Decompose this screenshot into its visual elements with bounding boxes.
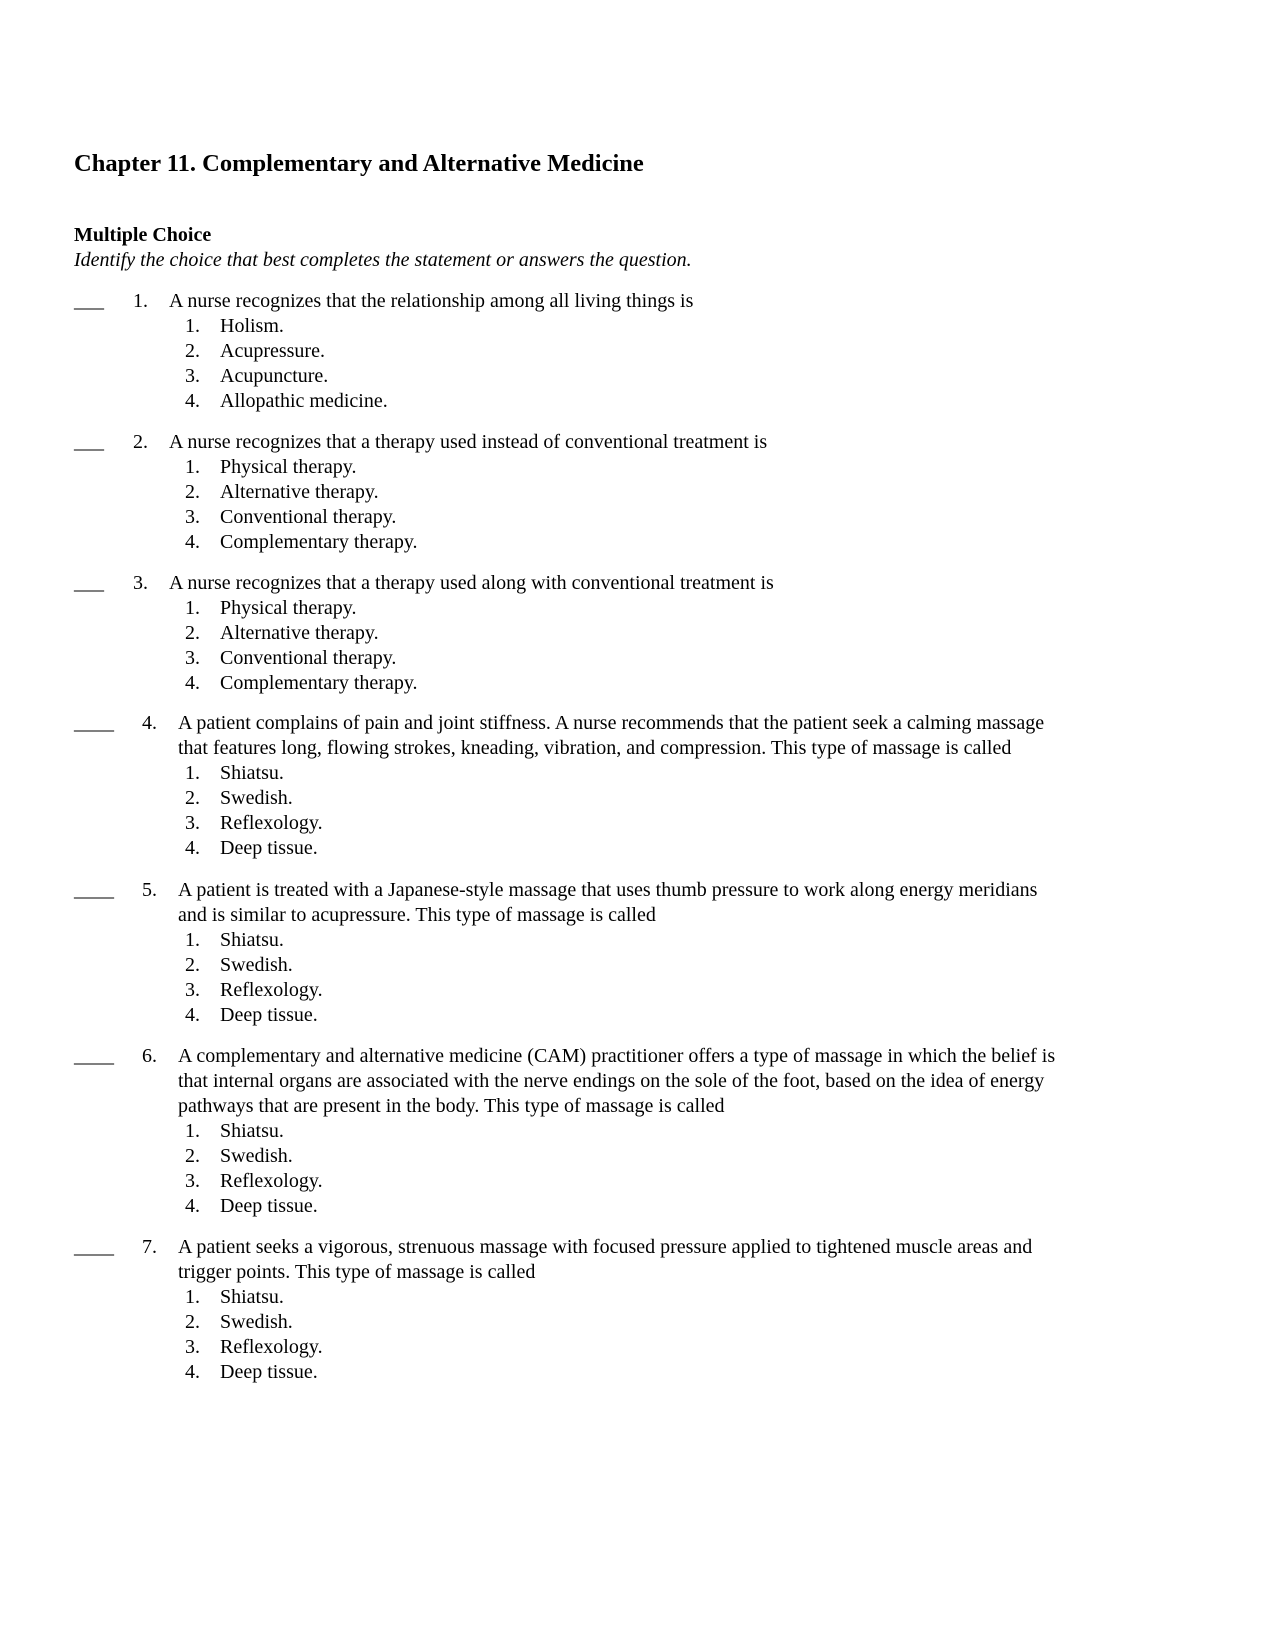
question-number: 1.: [133, 290, 148, 312]
question-stem-line: that internal organs are associated with the nerve endings on the sole of the foot, based on the idea of energy: [178, 1070, 1045, 1092]
answer-option[interactable]: [0, 480, 1275, 505]
answer-blank[interactable]: ____: [74, 712, 114, 734]
page-title: Chapter 11. Complementary and Alternative Medicine: [74, 150, 644, 177]
answer-option[interactable]: [0, 671, 1275, 696]
option-text: Reflexology.: [220, 1170, 323, 1192]
option-text: Swedish.: [220, 1311, 293, 1333]
option-number: 3.: [185, 506, 200, 528]
answer-option[interactable]: [0, 505, 1275, 530]
option-number: 1.: [185, 929, 200, 951]
option-number: 3.: [185, 1170, 200, 1192]
question-stem-line: that features long, flowing strokes, kneading, vibration, and compression. This type of massage is called: [178, 737, 1012, 759]
option-number: 3.: [185, 1336, 200, 1358]
question-stem-line: A nurse recognizes that the relationship among all living things is: [169, 290, 694, 312]
answer-option[interactable]: [0, 596, 1275, 621]
question-stem-line: A patient complains of pain and joint stiffness. A nurse recommends that the patient seek a calming massage: [178, 712, 1045, 734]
question-stem-line: pathways that are present in the body. This type of massage is called: [178, 1095, 725, 1117]
option-text: Alternative therapy.: [220, 622, 379, 644]
answer-blank[interactable]: ____: [74, 879, 114, 901]
option-number: 3.: [185, 979, 200, 1001]
question-number: 6.: [142, 1045, 157, 1067]
question-stem: [169, 430, 1169, 455]
answer-options: [0, 761, 1275, 861]
question-number: 3.: [133, 572, 148, 594]
answer-option[interactable]: [0, 389, 1275, 414]
option-text: Alternative therapy.: [220, 481, 379, 503]
question-stem-line: and is similar to acupressure. This type of massage is called: [178, 904, 656, 926]
option-number: 2.: [185, 787, 200, 809]
answer-option[interactable]: [0, 314, 1275, 339]
question-stem-line: A patient seeks a vigorous, strenuous massage with focused pressure applied to tightened muscle areas and: [178, 1236, 1033, 1258]
option-text: Physical therapy.: [220, 597, 357, 619]
answer-option[interactable]: [0, 455, 1275, 480]
answer-blank[interactable]: ____: [74, 1045, 114, 1067]
option-text: Acupuncture.: [220, 365, 329, 387]
option-number: 4.: [185, 1195, 200, 1217]
option-text: Conventional therapy.: [220, 647, 397, 669]
option-number: 1.: [185, 315, 200, 337]
answer-option[interactable]: [0, 978, 1275, 1003]
answer-blank[interactable]: ___: [74, 572, 104, 594]
question-stem-line: trigger points. This type of massage is called: [178, 1261, 536, 1283]
option-text: Swedish.: [220, 1145, 293, 1167]
option-number: 1.: [185, 456, 200, 478]
answer-option[interactable]: [0, 1310, 1275, 1335]
question-number: 7.: [142, 1236, 157, 1258]
option-number: 2.: [185, 340, 200, 362]
option-text: Deep tissue.: [220, 1195, 318, 1217]
question-stem: [178, 878, 1178, 928]
option-number: 4.: [185, 1361, 200, 1383]
option-number: 2.: [185, 1311, 200, 1333]
option-number: 2.: [185, 954, 200, 976]
option-number: 3.: [185, 647, 200, 669]
option-text: Reflexology.: [220, 1336, 323, 1358]
question-number: 5.: [142, 879, 157, 901]
option-text: Swedish.: [220, 954, 293, 976]
answer-option[interactable]: [0, 1119, 1275, 1144]
question-stem-line: A nurse recognizes that a therapy used along with conventional treatment is: [169, 572, 774, 594]
answer-blank[interactable]: ___: [74, 290, 104, 312]
question-stem: [178, 1235, 1178, 1285]
answer-options: [0, 314, 1275, 414]
option-text: Complementary therapy.: [220, 531, 418, 553]
option-text: Acupressure.: [220, 340, 325, 362]
instructions: Identify the choice that best completes the statement or answers the question.: [74, 249, 692, 271]
answer-option[interactable]: [0, 621, 1275, 646]
option-number: 1.: [185, 1120, 200, 1142]
answer-options: [0, 455, 1275, 555]
question-stem: [178, 1044, 1178, 1119]
answer-options: [0, 1285, 1275, 1385]
answer-option[interactable]: [0, 1194, 1275, 1219]
answer-option[interactable]: [0, 1003, 1275, 1028]
option-text: Deep tissue.: [220, 837, 318, 859]
answer-blank[interactable]: ____: [74, 1236, 114, 1258]
answer-option[interactable]: [0, 836, 1275, 861]
question-number: 4.: [142, 712, 157, 734]
question-stem-line: A nurse recognizes that a therapy used instead of conventional treatment is: [169, 431, 768, 453]
option-number: 4.: [185, 390, 200, 412]
option-text: Deep tissue.: [220, 1004, 318, 1026]
option-text: Deep tissue.: [220, 1361, 318, 1383]
option-number: 1.: [185, 597, 200, 619]
option-text: Physical therapy.: [220, 456, 357, 478]
answer-option[interactable]: [0, 530, 1275, 555]
option-number: 1.: [185, 1286, 200, 1308]
answer-blank[interactable]: ___: [74, 431, 104, 453]
answer-options: [0, 928, 1275, 1028]
answer-option[interactable]: [0, 1169, 1275, 1194]
answer-option[interactable]: [0, 1285, 1275, 1310]
answer-options: [0, 1119, 1275, 1219]
option-text: Shiatsu.: [220, 1120, 284, 1142]
option-text: Reflexology.: [220, 812, 323, 834]
question-number: 2.: [133, 431, 148, 453]
answer-option[interactable]: [0, 1360, 1275, 1385]
question-stem: [178, 711, 1178, 761]
answer-option[interactable]: [0, 811, 1275, 836]
answer-options: [0, 596, 1275, 696]
option-number: 4.: [185, 837, 200, 859]
option-text: Holism.: [220, 315, 284, 337]
option-number: 3.: [185, 365, 200, 387]
option-text: Swedish.: [220, 787, 293, 809]
answer-option[interactable]: [0, 761, 1275, 786]
option-text: Reflexology.: [220, 979, 323, 1001]
answer-option[interactable]: [0, 953, 1275, 978]
option-number: 3.: [185, 812, 200, 834]
question-stem: [169, 571, 1169, 596]
answer-option[interactable]: [0, 339, 1275, 364]
answer-option[interactable]: [0, 364, 1275, 389]
question-stem: [169, 289, 1169, 314]
option-text: Shiatsu.: [220, 929, 284, 951]
option-text: Conventional therapy.: [220, 506, 397, 528]
option-number: 1.: [185, 762, 200, 784]
option-number: 4.: [185, 531, 200, 553]
question-stem-line: A complementary and alternative medicine (CAM) practitioner offers a type of massage in which the belief is: [178, 1045, 1056, 1067]
option-number: 4.: [185, 1004, 200, 1026]
option-text: Shiatsu.: [220, 762, 284, 784]
option-text: Allopathic medicine.: [220, 390, 388, 412]
question-stem-line: A patient is treated with a Japanese-style massage that uses thumb pressure to work along energy meridians: [178, 879, 1038, 901]
option-number: 2.: [185, 1145, 200, 1167]
answer-option[interactable]: [0, 646, 1275, 671]
option-text: Complementary therapy.: [220, 672, 418, 694]
option-text: Shiatsu.: [220, 1286, 284, 1308]
option-number: 2.: [185, 622, 200, 644]
answer-option[interactable]: [0, 786, 1275, 811]
section-heading: Multiple Choice: [74, 224, 212, 246]
answer-option[interactable]: [0, 928, 1275, 953]
option-number: 4.: [185, 672, 200, 694]
option-number: 2.: [185, 481, 200, 503]
answer-option[interactable]: [0, 1335, 1275, 1360]
answer-option[interactable]: [0, 1144, 1275, 1169]
